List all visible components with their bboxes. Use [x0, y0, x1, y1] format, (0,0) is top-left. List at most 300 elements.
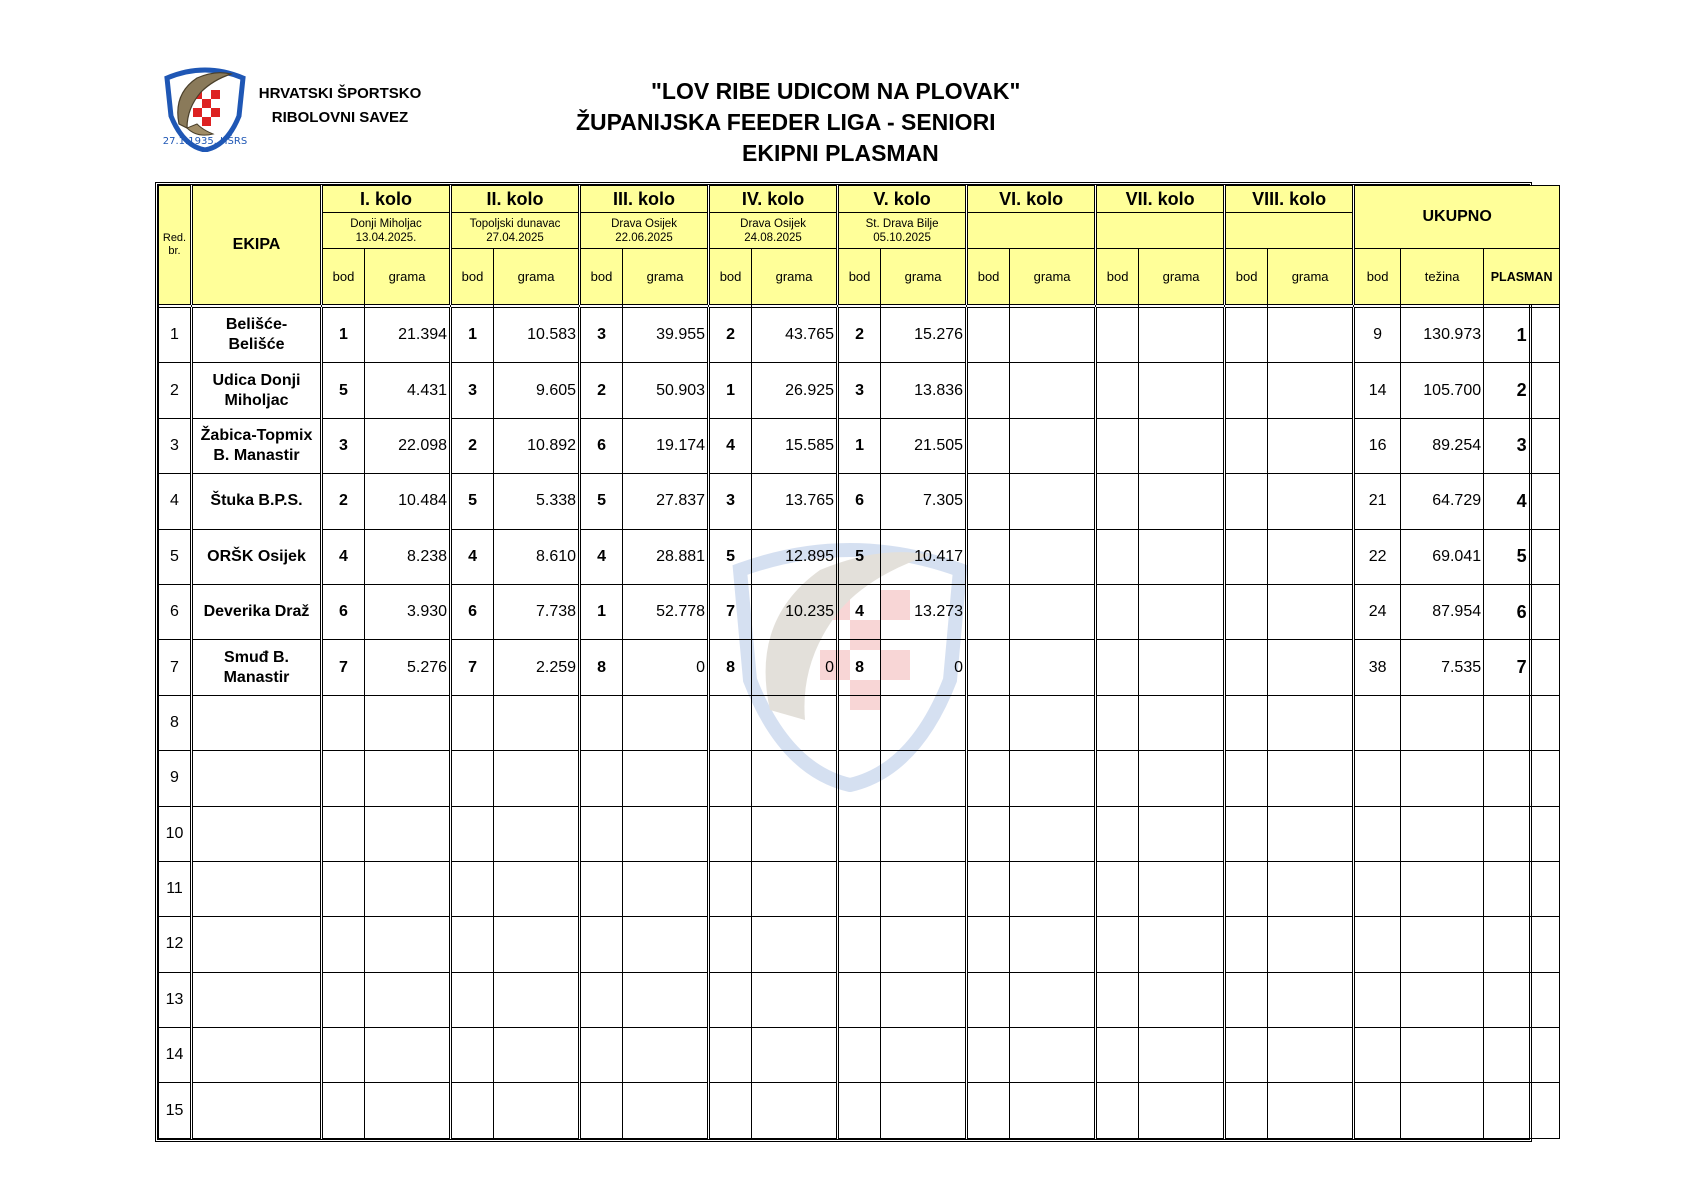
team-name-line-1: Deverika Draž [203, 603, 310, 621]
round-grama-cell [1268, 1083, 1354, 1139]
total-bod-cell: 16 [1354, 418, 1401, 473]
round-grama-cell: 3.930 [365, 584, 451, 639]
round-grama-cell [1139, 474, 1225, 529]
round-grama-cell [1010, 640, 1096, 695]
round-bod-cell [1225, 474, 1268, 529]
round-bod-cell [322, 861, 365, 916]
round-bod-cell [322, 695, 365, 750]
row-number: 4 [159, 474, 192, 529]
round-bod-cell [1225, 751, 1268, 806]
round-bod-cell [1225, 1083, 1268, 1139]
round-grama-cell [881, 806, 967, 861]
round-bod-cell: 3 [838, 363, 881, 418]
round-grama-cell [1268, 529, 1354, 584]
round-grama-cell [365, 751, 451, 806]
row-number: 10 [159, 806, 192, 861]
round-venue: Topoljski dunavac [469, 217, 561, 230]
round-bod-cell [580, 1083, 623, 1139]
round-grama-cell: 15.276 [881, 308, 967, 363]
round-bod-cell [838, 972, 881, 1027]
team-row [159, 640, 1560, 695]
round-venue-date [838, 213, 967, 249]
round-bod-cell: 8 [580, 640, 623, 695]
team-name [192, 308, 322, 363]
round-bod-cell: 2 [838, 308, 881, 363]
round-date: 05.10.2025 [873, 231, 931, 244]
round-grama-cell [494, 751, 580, 806]
round-grama-cell [494, 861, 580, 916]
plasman-cell: 7 [1484, 640, 1560, 695]
round-grama-cell [1139, 1083, 1225, 1139]
round-bod-cell: 6 [451, 584, 494, 639]
total-bod-cell [1354, 1083, 1401, 1139]
total-bod-cell [1354, 695, 1401, 750]
round-bod-cell [967, 584, 1010, 639]
round-bod-cell [1096, 806, 1139, 861]
round-venue-date [709, 213, 838, 249]
round-grama-cell [1268, 695, 1354, 750]
team-name [192, 418, 322, 473]
round-grama-cell: 50.903 [623, 363, 709, 418]
total-tezina-cell: 105.700 [1401, 363, 1484, 418]
plasman-header: PLASMAN [1484, 249, 1560, 305]
round-bod-cell [1096, 308, 1139, 363]
round-bod-cell [1225, 529, 1268, 584]
table-body [159, 308, 1560, 1139]
red-br-header: Red. br. [159, 186, 192, 305]
team-name [192, 861, 322, 916]
round-grama-cell [494, 806, 580, 861]
round-bod-cell [451, 1083, 494, 1139]
round-grama-cell [1010, 972, 1096, 1027]
round-grama-cell [1139, 584, 1225, 639]
round-grama-cell [1010, 308, 1096, 363]
table-header [159, 186, 1560, 308]
round-grama-cell [881, 751, 967, 806]
round-bod-cell [709, 972, 752, 1027]
team-name [192, 1028, 322, 1083]
round-bod-cell [1225, 584, 1268, 639]
round-bod-cell [1096, 695, 1139, 750]
round-bod-cell [967, 418, 1010, 473]
bod-header: bod [838, 249, 881, 305]
round-bod-cell [580, 861, 623, 916]
round-venue-date [967, 213, 1096, 249]
team-name-line-1: Udica Donji [212, 371, 301, 389]
row-number: 15 [159, 1083, 192, 1139]
round-grama-cell [1268, 308, 1354, 363]
grama-header: grama [1268, 249, 1354, 305]
round-bod-cell [322, 917, 365, 972]
team-row [159, 584, 1560, 639]
team-name [192, 695, 322, 750]
bod-header: bod [967, 249, 1010, 305]
bod-header: bod [451, 249, 494, 305]
total-tezina-cell [1401, 806, 1484, 861]
round-grama-cell: 7.305 [881, 474, 967, 529]
round-grama-cell [365, 972, 451, 1027]
team-name [192, 1083, 322, 1139]
round-grama-cell: 13.836 [881, 363, 967, 418]
round-grama-cell [1268, 584, 1354, 639]
hsrs-logo [157, 64, 253, 152]
round-bod-cell [1096, 861, 1139, 916]
round-grama-cell [1268, 972, 1354, 1027]
round-bod-cell [1096, 917, 1139, 972]
round-grama-cell: 43.765 [752, 308, 838, 363]
round-grama-cell [1139, 972, 1225, 1027]
round-grama-cell [1139, 640, 1225, 695]
round-bod-cell [1096, 751, 1139, 806]
empty-row [159, 806, 1560, 861]
total-tezina-cell: 89.254 [1401, 418, 1484, 473]
round-bod-cell [1096, 1028, 1139, 1083]
team-name-line-2: Miholjac [224, 391, 289, 409]
round-bod-cell [967, 474, 1010, 529]
round-bod-cell: 1 [709, 363, 752, 418]
round-grama-cell [623, 751, 709, 806]
round-bod-cell [1096, 474, 1139, 529]
bod-header: bod [709, 249, 752, 305]
round-grama-cell [365, 1083, 451, 1139]
round-bod-cell [1096, 1083, 1139, 1139]
empty-row [159, 1028, 1560, 1083]
round-bod-cell [1225, 972, 1268, 1027]
total-tezina-cell: 87.954 [1401, 584, 1484, 639]
round-bod-cell [580, 751, 623, 806]
team-name [192, 529, 322, 584]
team-name-line-2: Belišće [228, 336, 285, 354]
empty-row [159, 972, 1560, 1027]
plasman-cell [1484, 695, 1560, 750]
total-bod-cell [1354, 806, 1401, 861]
round-grama-cell [752, 695, 838, 750]
total-tezina-header: težina [1401, 249, 1484, 305]
row-number: 14 [159, 1028, 192, 1083]
round-bod-cell: 4 [451, 529, 494, 584]
bod-header: bod [322, 249, 365, 305]
total-bod-cell: 24 [1354, 584, 1401, 639]
team-name-line-1: ORŠK Osijek [207, 547, 306, 565]
round-grama-cell [1139, 529, 1225, 584]
round-bod-cell [1096, 418, 1139, 473]
round-grama-cell: 28.881 [623, 529, 709, 584]
round-grama-cell: 7.738 [494, 584, 580, 639]
team-name-line-1: Smuđ B. [224, 648, 289, 666]
row-number: 11 [159, 861, 192, 916]
total-bod-cell [1354, 751, 1401, 806]
total-tezina-cell [1401, 861, 1484, 916]
round-date: 13.04.2025. [355, 231, 417, 244]
total-bod-cell [1354, 861, 1401, 916]
round-bod-cell [967, 363, 1010, 418]
round-bod-cell [1096, 363, 1139, 418]
total-tezina-cell [1401, 695, 1484, 750]
round-grama-cell [365, 1028, 451, 1083]
round-grama-cell [1010, 1028, 1096, 1083]
round-bod-cell: 7 [451, 640, 494, 695]
round-bod-cell [1225, 363, 1268, 418]
total-bod-cell [1354, 1028, 1401, 1083]
round-bod-cell [1096, 584, 1139, 639]
round-grama-cell [752, 861, 838, 916]
round-bod-cell [967, 1083, 1010, 1139]
round-bod-cell [967, 751, 1010, 806]
grama-header: grama [1010, 249, 1096, 305]
team-ranking-table [155, 182, 1553, 1142]
round-grama-cell [1139, 861, 1225, 916]
round-grama-cell [365, 917, 451, 972]
round-bod-cell [1225, 861, 1268, 916]
team-row [159, 418, 1560, 473]
round-grama-cell [1010, 584, 1096, 639]
round-bod-cell [1096, 529, 1139, 584]
team-row [159, 363, 1560, 418]
round-grama-cell: 10.417 [881, 529, 967, 584]
round-venue: St. Drava Bilje [865, 217, 939, 230]
row-number: 2 [159, 363, 192, 418]
round-grama-cell [623, 917, 709, 972]
organization-line-1: HRVATSKI ŠPORTSKO [258, 85, 422, 102]
round-grama-cell [1010, 861, 1096, 916]
round-grama-cell: 12.895 [752, 529, 838, 584]
round-bod-cell [580, 695, 623, 750]
round-bod-cell [967, 917, 1010, 972]
organization-line-2: RIBOLOVNI SAVEZ [271, 109, 409, 126]
organization-name [250, 82, 430, 130]
round-grama-cell [1010, 1083, 1096, 1139]
grama-header: grama [1139, 249, 1225, 305]
round-bod-cell [838, 751, 881, 806]
plasman-cell [1484, 1028, 1560, 1083]
row-number: 13 [159, 972, 192, 1027]
round-bod-cell [451, 972, 494, 1027]
grama-header: grama [623, 249, 709, 305]
round-grama-cell: 52.778 [623, 584, 709, 639]
team-name [192, 751, 322, 806]
round-venue-date [451, 213, 580, 249]
round-bod-cell [580, 806, 623, 861]
round-grama-cell: 13.273 [881, 584, 967, 639]
round-title: VI. kolo [967, 186, 1096, 213]
round-bod-cell: 3 [709, 474, 752, 529]
round-grama-cell [881, 695, 967, 750]
total-tezina-cell [1401, 917, 1484, 972]
round-grama-cell [1010, 751, 1096, 806]
round-bod-cell [1225, 640, 1268, 695]
round-grama-cell [1010, 529, 1096, 584]
round-bod-cell: 4 [838, 584, 881, 639]
round-venue: Drava Osijek [740, 217, 806, 230]
round-grama-cell [1139, 751, 1225, 806]
round-grama-cell [752, 806, 838, 861]
row-number: 9 [159, 751, 192, 806]
round-grama-cell [494, 1083, 580, 1139]
round-bod-cell [580, 1028, 623, 1083]
round-grama-cell [752, 917, 838, 972]
round-grama-cell [1268, 751, 1354, 806]
plasman-cell: 5 [1484, 529, 1560, 584]
round-bod-cell [1225, 917, 1268, 972]
round-bod-cell: 5 [709, 529, 752, 584]
team-name-line-1: Štuka B.P.S. [210, 492, 303, 510]
plasman-cell: 6 [1484, 584, 1560, 639]
plasman-cell [1484, 806, 1560, 861]
round-title: III. kolo [580, 186, 709, 213]
total-tezina-cell [1401, 751, 1484, 806]
round-date: 24.08.2025 [744, 231, 802, 244]
round-grama-cell: 39.955 [623, 308, 709, 363]
round-grama-cell [881, 917, 967, 972]
team-name [192, 474, 322, 529]
round-bod-cell [709, 1083, 752, 1139]
plasman-cell [1484, 917, 1560, 972]
team-name [192, 640, 322, 695]
round-grama-cell: 10.583 [494, 308, 580, 363]
total-bod-header: bod [1354, 249, 1401, 305]
empty-row [159, 917, 1560, 972]
round-date: 27.04.2025 [486, 231, 544, 244]
round-bod-cell [1096, 972, 1139, 1027]
round-bod-cell [967, 640, 1010, 695]
round-bod-cell [967, 308, 1010, 363]
total-bod-cell: 9 [1354, 308, 1401, 363]
round-bod-cell [838, 1028, 881, 1083]
round-bod-cell: 7 [709, 584, 752, 639]
plasman-cell [1484, 1083, 1560, 1139]
round-bod-cell [838, 806, 881, 861]
round-grama-cell: 22.098 [365, 418, 451, 473]
round-grama-cell [1010, 917, 1096, 972]
round-grama-cell [494, 695, 580, 750]
round-grama-cell [494, 972, 580, 1027]
round-bod-cell [451, 695, 494, 750]
round-grama-cell [1268, 474, 1354, 529]
empty-row [159, 861, 1560, 916]
team-name [192, 806, 322, 861]
round-bod-cell [1096, 640, 1139, 695]
round-bod-cell [1225, 418, 1268, 473]
round-bod-cell [451, 861, 494, 916]
plasman-cell: 4 [1484, 474, 1560, 529]
grama-header: grama [752, 249, 838, 305]
round-venue-date [580, 213, 709, 249]
plasman-cell [1484, 861, 1560, 916]
row-number: 12 [159, 917, 192, 972]
round-bod-cell: 4 [709, 418, 752, 473]
round-grama-cell [1139, 806, 1225, 861]
team-row [159, 308, 1560, 363]
round-grama-cell [1010, 806, 1096, 861]
plasman-cell [1484, 751, 1560, 806]
round-grama-cell [1010, 363, 1096, 418]
round-grama-cell: 10.892 [494, 418, 580, 473]
round-bod-cell: 4 [322, 529, 365, 584]
round-grama-cell: 5.338 [494, 474, 580, 529]
round-grama-cell [623, 861, 709, 916]
round-venue: Donji Miholjac [350, 217, 422, 230]
total-tezina-cell [1401, 972, 1484, 1027]
row-number: 8 [159, 695, 192, 750]
empty-row [159, 695, 1560, 750]
round-title: VIII. kolo [1225, 186, 1354, 213]
round-grama-cell [881, 861, 967, 916]
round-bod-cell [967, 806, 1010, 861]
team-name [192, 917, 322, 972]
round-venue-date [1225, 213, 1354, 249]
round-grama-cell [623, 1083, 709, 1139]
round-bod-cell [580, 972, 623, 1027]
round-bod-cell [322, 1083, 365, 1139]
row-number: 7 [159, 640, 192, 695]
round-bod-cell [967, 972, 1010, 1027]
row-number: 1 [159, 308, 192, 363]
round-bod-cell: 1 [451, 308, 494, 363]
round-bod-cell [580, 917, 623, 972]
empty-row [159, 751, 1560, 806]
round-bod-cell [322, 751, 365, 806]
round-grama-cell: 10.235 [752, 584, 838, 639]
round-grama-cell: 13.765 [752, 474, 838, 529]
round-bod-cell: 2 [451, 418, 494, 473]
round-grama-cell: 26.925 [752, 363, 838, 418]
round-grama-cell [1010, 474, 1096, 529]
round-grama-cell [1268, 917, 1354, 972]
round-bod-cell: 1 [838, 418, 881, 473]
round-bod-cell [1225, 695, 1268, 750]
total-bod-cell: 38 [1354, 640, 1401, 695]
round-title: II. kolo [451, 186, 580, 213]
round-bod-cell: 5 [322, 363, 365, 418]
round-bod-cell [451, 917, 494, 972]
round-grama-cell [1268, 640, 1354, 695]
total-bod-cell: 22 [1354, 529, 1401, 584]
round-bod-cell [1225, 1028, 1268, 1083]
round-grama-cell [1139, 363, 1225, 418]
round-grama-cell [752, 1028, 838, 1083]
team-row [159, 474, 1560, 529]
round-grama-cell [1139, 917, 1225, 972]
round-bod-cell: 8 [838, 640, 881, 695]
team-name [192, 363, 322, 418]
total-tezina-cell [1401, 1083, 1484, 1139]
team-name-line-1: Belišće- [225, 316, 288, 334]
round-bod-cell: 6 [580, 418, 623, 473]
team-name [192, 972, 322, 1027]
total-tezina-cell: 7.535 [1401, 640, 1484, 695]
round-bod-cell: 6 [838, 474, 881, 529]
round-grama-cell: 15.585 [752, 418, 838, 473]
round-bod-cell [838, 1083, 881, 1139]
round-grama-cell [1139, 1028, 1225, 1083]
total-bod-cell: 21 [1354, 474, 1401, 529]
round-grama-cell [623, 695, 709, 750]
grama-header: grama [494, 249, 580, 305]
round-title: IV. kolo [709, 186, 838, 213]
round-grama-cell: 8.238 [365, 529, 451, 584]
round-grama-cell: 2.259 [494, 640, 580, 695]
round-grama-cell [1010, 695, 1096, 750]
round-bod-cell: 8 [709, 640, 752, 695]
round-grama-cell: 21.505 [881, 418, 967, 473]
round-grama-cell [1268, 861, 1354, 916]
round-grama-cell [494, 1028, 580, 1083]
team-name-line-2: Manastir [223, 668, 290, 686]
round-bod-cell: 2 [322, 474, 365, 529]
round-bod-cell: 2 [580, 363, 623, 418]
round-bod-cell [709, 861, 752, 916]
ranking-grid [158, 185, 1560, 1139]
